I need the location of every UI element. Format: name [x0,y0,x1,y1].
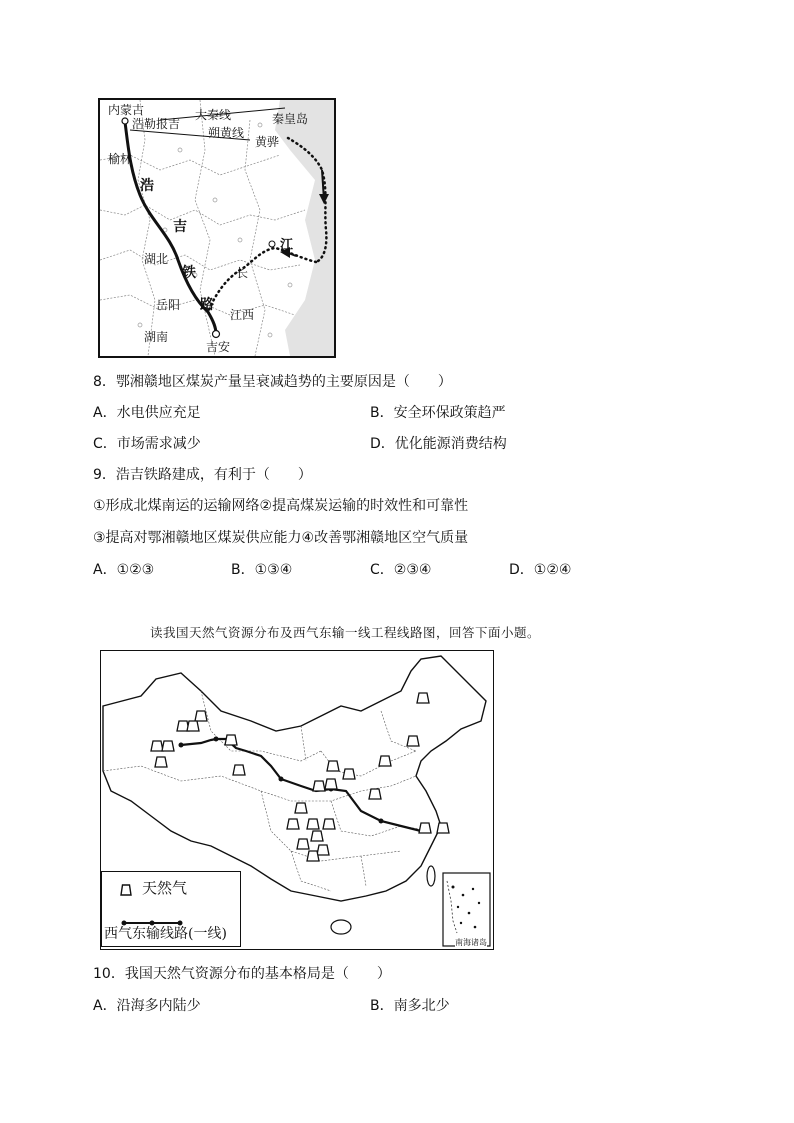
q10-option-b[interactable]: B．南多北少 [370,998,450,1014]
china-outline [103,656,486,901]
q8-option-d[interactable]: D．优化能源消费结构 [370,436,507,452]
map1-label-hubei: 湖北 [144,252,169,266]
map1-label-jian: 吉安 [206,340,231,354]
gas-field-legend-icon [120,881,128,891]
river-city-marker [269,241,275,247]
hainan-island [331,920,351,934]
map1-label-hunan: 湖南 [144,330,169,344]
map1-label-qinhuangdao: 秦皇岛 [272,112,309,126]
q8-option-a[interactable]: A．水电供应充足 [93,405,201,421]
inset-label: 南海诸岛 [455,938,487,947]
map1-label-jiang: 江 [280,238,294,253]
jian-marker [213,331,220,338]
legend-gas-label: 天然气 [142,879,188,897]
map1-label-chang: 长 [236,266,249,280]
map1-label-huanghua: 黄骅 [255,135,280,149]
q10-option-a[interactable]: A．沿海多内陆少 [93,998,201,1014]
map1-label-yulin: 榆林 [108,152,133,166]
map1-label-lu: 路 [200,297,214,313]
map1-label-tie: 铁 [182,265,196,281]
map2-intro: 读我国天然气资源分布及西气东输一线工程线路图，回答下面小题。 [150,625,541,640]
map1-label-hao: 浩 [140,178,154,194]
q8-option-b[interactable]: B．安全环保政策趋严 [370,405,506,421]
legend-pipeline-label: 西气东输线路(一线) [104,926,227,942]
q9-option-a[interactable]: A．①②③ [93,562,155,578]
map1-label-daqin: 大秦线 [195,108,232,122]
map1-label-yueyang: 岳阳 [156,298,181,312]
map1-label-shuohuang: 朔黄线 [208,126,245,140]
q9-statement-line1: ①形成北煤南运的运输网络②提高煤炭运输的时效性和可靠性 [93,498,469,514]
q9-option-d[interactable]: D．①②④ [509,562,572,578]
gas-pipeline-map [100,650,494,950]
taiwan-island [427,866,435,886]
q10-stem: 10．我国天然气资源分布的基本格局是（ ） [93,966,391,982]
q8-stem: 8．鄂湘赣地区煤炭产量呈衰减趋势的主要原因是（ ） [93,374,452,390]
south-china-sea-inset [443,873,490,946]
map1-label-neimenggu: 内蒙古 [108,103,145,117]
map1-label-haoleibaoji: 浩勒报吉 [132,117,181,131]
q9-stem: 9．浩吉铁路建成，有利于（ ） [93,467,312,483]
map1-label-ji: 吉 [173,219,187,235]
q9-option-b[interactable]: B．①③④ [231,562,293,578]
q9-statement-line2: ③提高对鄂湘赣地区煤炭供应能力④改善鄂湘赣地区空气质量 [93,530,469,546]
q9-option-c[interactable]: C．②③④ [370,562,432,578]
yangtze-coal-route [208,248,316,312]
coal-railway-map [98,98,336,358]
map1-label-jiangxi: 江西 [230,308,255,322]
map2-legend [101,871,241,947]
haoleibaoji-marker [122,118,128,124]
q8-option-c[interactable]: C．市场需求减少 [93,436,201,452]
